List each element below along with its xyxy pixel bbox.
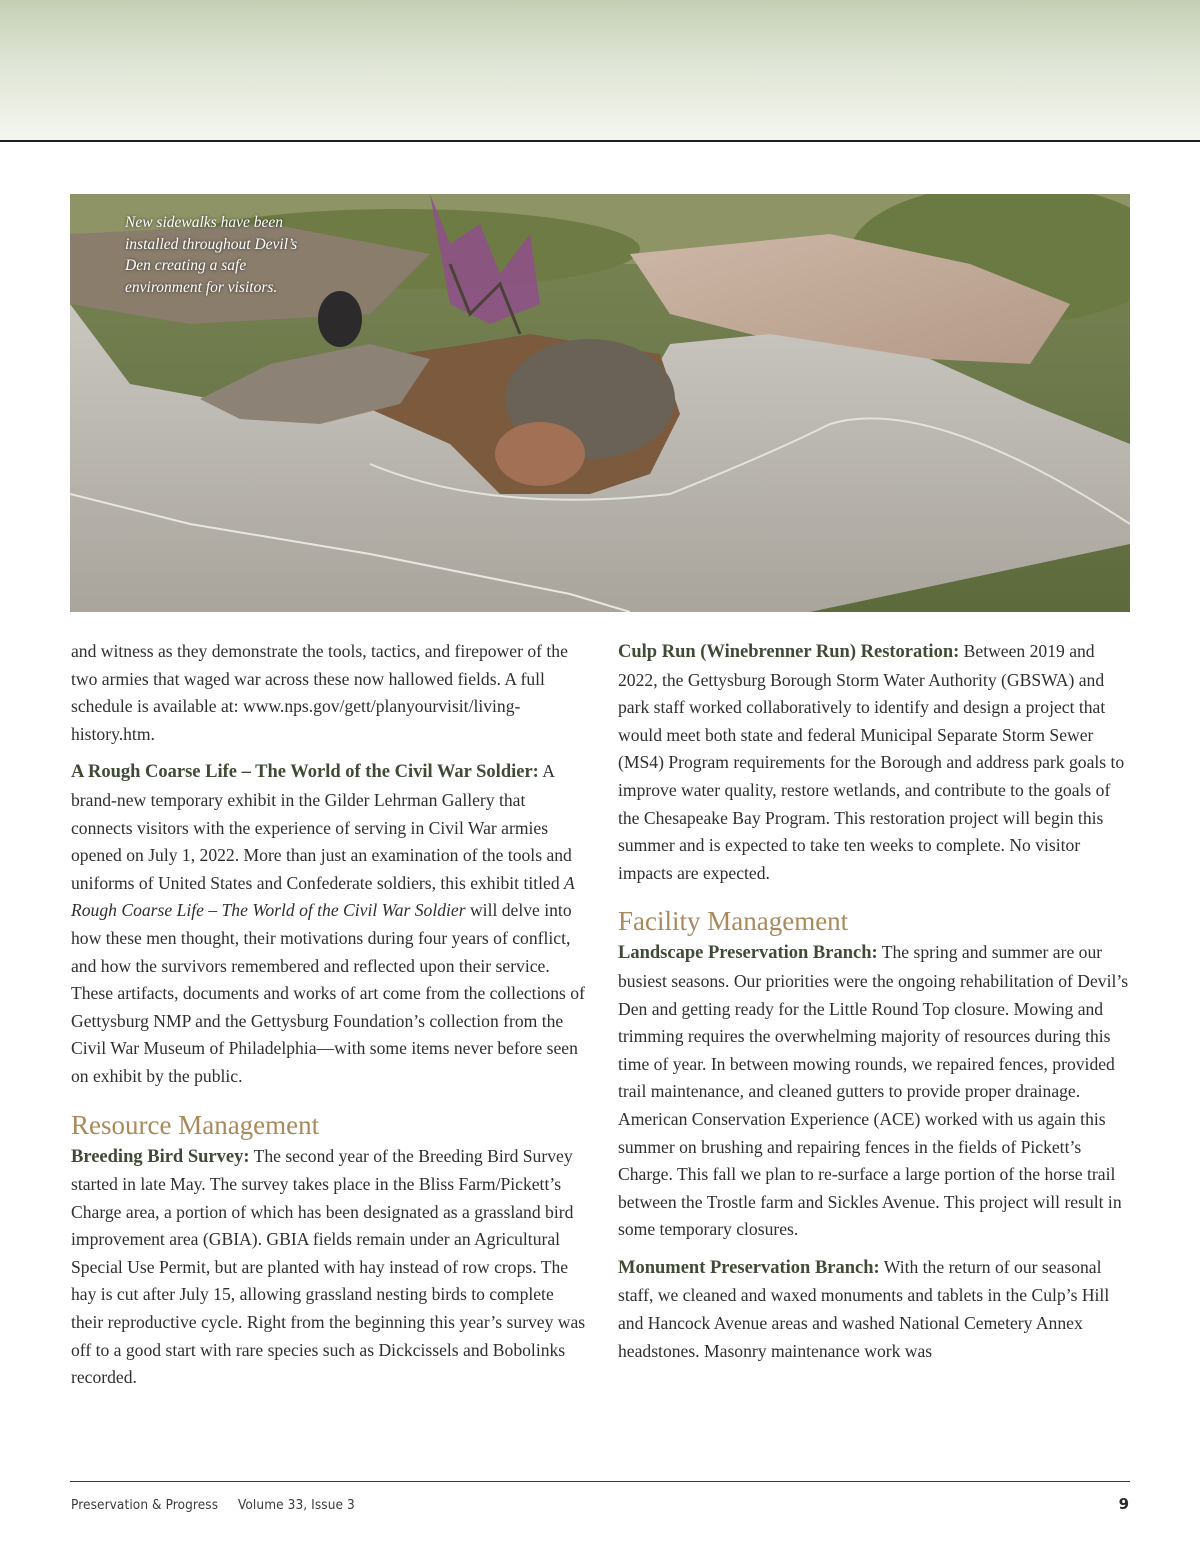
monument-lead: Monument Preservation Branch: xyxy=(618,1257,880,1278)
bird-survey-lead: Breeding Bird Survey: xyxy=(71,1146,250,1167)
bird-survey-paragraph xyxy=(71,1143,586,1392)
landscape-lead: Landscape Preservation Branch: xyxy=(618,943,878,964)
header-rule xyxy=(0,140,1200,142)
landscape-text: The spring and summer are our busiest seasons. Our priorities were the ongoing rehabilitation of Devil’s Den and getting ready for the Little Round Top closure. Mowing and trimming requires the overwhelming majority of resources during this time of year. In between mowing rounds, we repaired fences, provided trail maintenance, and cleaned gutters to provide proper drainage. American Conservation Experience (ACE) worked with us again this summer on brushing and repairing fences in the fields of Pickett’s Charge. This fall we plan to re-surface a large portion of the horse trail between the Trostle farm and Sickles Avenue. This project will result in some temporary closures. xyxy=(618,942,1129,1240)
exhibit-title: A Rough Coarse Life – The World of the Civil War Soldier xyxy=(71,872,575,921)
monument-text: With the return of our seasonal staff, we cleaned and waxed monuments and tablets in the Culp’s Hill and Hancock Avenue areas and washed National Cemetery Annex headstones. Masonry maintenance work was xyxy=(618,1256,1110,1361)
culp-run-lead: Culp Run (Winebrenner Run) Restoration: xyxy=(618,642,960,662)
exhibit-lead: A Rough Coarse Life – The World of the Civil War Soldier: xyxy=(71,762,539,783)
landscape-paragraph xyxy=(618,939,1130,1244)
culp-run-paragraph xyxy=(618,638,1130,887)
living-history-paragraph: and witness as they demonstrate the tools, tactics, and firepower of the two armies that waged war across these now hallowed fields. A full schedule is available at: www.nps.gov/gett/planyourvisit/living-history.htm. xyxy=(71,641,568,744)
facility-management-heading: Facility Management xyxy=(618,906,849,937)
right-column xyxy=(618,638,1130,1375)
exhibit-text-1: A brand-new temporary exhibit in the Gilder Lehrman Gallery that connects visitors with the experience of serving in Civil War armies opened on July 1, 2022. More than just an examination of the tools and uniforms of United States and Confederate soldiers, this exhibit titled xyxy=(71,761,572,893)
left-column xyxy=(71,638,586,1402)
exhibit-paragraph xyxy=(71,758,586,1090)
footer-rule xyxy=(70,1481,1130,1482)
photo-caption: New sidewalks have been installed throughout Devil’s Den creating a safe environment for visitors. xyxy=(125,214,298,296)
publication-name: Preservation & Progress xyxy=(71,1497,219,1513)
bird-survey-text: The second year of the Breeding Bird Survey started in late May. The survey takes place in the Bliss Farm/Pickett’s Charge area, a portion of which has been designated as a grassland bird improvement area (GBIA). GBIA fields remain under an Agricultural Special Use Permit, but are planted with hay instead of row crops. The hay is cut after July 15, allowing grassland nesting birds to complete their reproductive cycle. Right from the beginning this year’s survey was off to a good start with rare species such as Dickcissels and Bobolinks recorded. xyxy=(71,1145,586,1388)
culp-run-text: Between 2019 and 2022, the Gettysburg Borough Storm Water Authority (GBSWA) and park staff worked collaboratively to identify and design a project that would meet both state and federal Municipal Separate Storm Sewer (MS4) Program requirements for the Borough and address park goals to improve water quality, restore wetlands, and contribute to the goals of the Chesapeake Bay Program. This restoration project will begin this summer and is expected to take ten weeks to complete. No visitor impacts are expected. xyxy=(618,641,1125,883)
exhibit-text-2: will delve into how these men thought, their motivations during four years of conflict, and how the survivors remembered and reflected upon their service. These artifacts, documents and works of art come from the collections of Gettysburg NMP and the Gettysburg Foundation’s collection from the Civil War Museum of Philadelphia—with some items never before seen on exhibit by the public. xyxy=(71,900,585,1086)
page-number: 9 xyxy=(1118,1495,1129,1513)
header-band xyxy=(0,0,1200,140)
resource-management-heading: Resource Management xyxy=(71,1109,320,1140)
monument-paragraph xyxy=(618,1254,1130,1365)
footer-publication-info xyxy=(71,1497,355,1513)
issue-info: Volume 33, Issue 3 xyxy=(237,1497,355,1513)
